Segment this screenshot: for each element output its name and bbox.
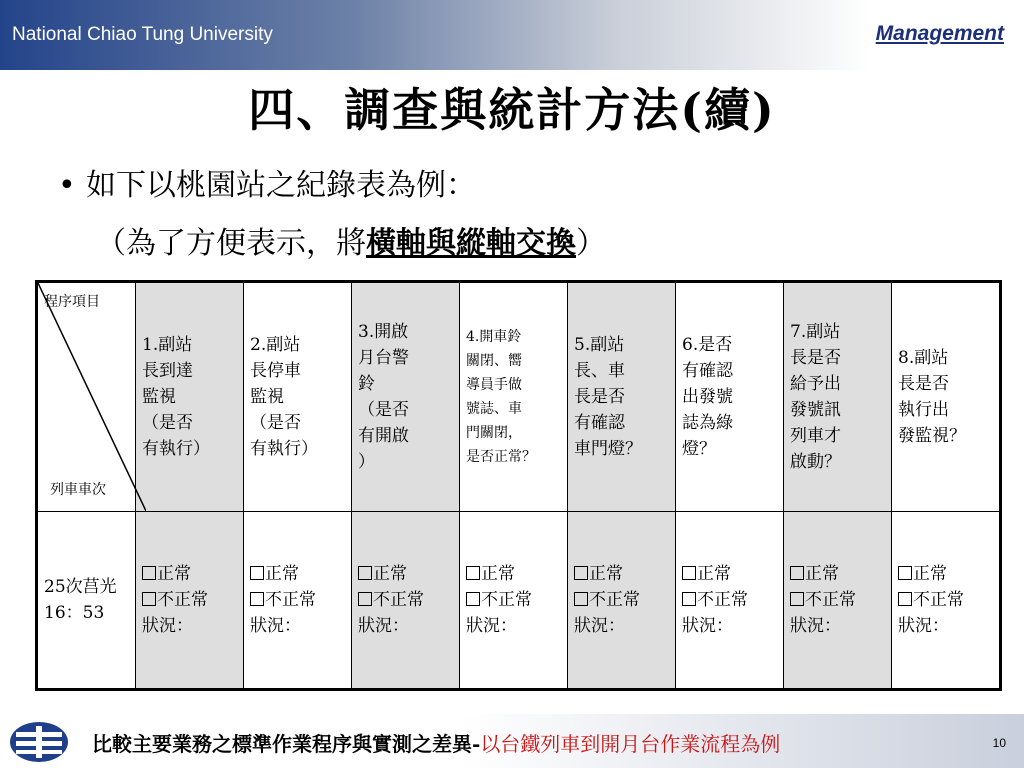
checkbox-normal[interactable] — [250, 566, 264, 580]
checkbox-abnormal[interactable] — [898, 592, 912, 606]
checkbox-abnormal[interactable] — [142, 592, 156, 606]
checkbox-normal[interactable] — [358, 566, 372, 580]
bullet-text: 如下以桃園站之紀錄表為例： — [86, 168, 476, 203]
corner-bottom-label: 列車車次 — [50, 482, 106, 498]
column-header-5: 5.副站 長、車 長是否 有確認 車門燈？ — [568, 282, 676, 512]
checkbox-abnormal[interactable] — [682, 592, 696, 606]
checkbox-abnormal[interactable] — [358, 592, 372, 606]
bullet-subline — [96, 218, 606, 262]
footer-red-text: 以台鐵列車到開月台作業流程為例 — [480, 732, 781, 756]
subline-prefix: （為了方便表示，將 — [96, 226, 366, 261]
status-label: 狀況： — [790, 616, 841, 636]
checkbox-abnormal[interactable] — [790, 592, 804, 606]
status-label: 狀況： — [142, 616, 193, 636]
checkbox-normal[interactable] — [790, 566, 804, 580]
checkbox-normal[interactable] — [142, 566, 156, 580]
checkbox-normal[interactable] — [898, 566, 912, 580]
checkbox-abnormal[interactable] — [466, 592, 480, 606]
slide-title: 四、調查與統計方法(續) — [248, 83, 776, 137]
footer-caption — [92, 728, 780, 757]
management-label: Management — [875, 22, 1004, 45]
railway-logo-icon — [8, 720, 70, 764]
bullet-item — [58, 160, 476, 204]
university-name: National Chiao Tung University — [12, 24, 273, 45]
train-time: 16：53 — [44, 603, 105, 623]
column-header-1: 1.副站 長到達 監視 （是否 有執行） — [136, 282, 244, 512]
check-cell-1: 正常 不正常 狀況： — [136, 512, 244, 690]
column-header-2: 2.副站 長停車 監視 （是否 有執行） — [244, 282, 352, 512]
column-header-6: 6.是否 有確認 出發號 誌為綠 燈？ — [676, 282, 784, 512]
checkbox-abnormal[interactable] — [574, 592, 588, 606]
checkbox-normal[interactable] — [574, 566, 588, 580]
checkbox-normal[interactable] — [466, 566, 480, 580]
column-header-7: 7.副站 長是否 給予出 發號訊 列車才 啟動？ — [784, 282, 892, 512]
status-label: 狀況： — [898, 616, 949, 636]
check-cell-3: 正常 不正常 狀況： — [352, 512, 460, 690]
table-row — [37, 512, 1001, 690]
status-label: 狀況： — [250, 616, 301, 636]
table-header-row — [37, 282, 1001, 512]
record-table — [35, 280, 1002, 691]
status-label: 狀況： — [682, 616, 733, 636]
status-label: 狀況： — [574, 616, 625, 636]
corner-cell — [37, 282, 136, 512]
header-bar — [0, 0, 1024, 70]
checkbox-normal[interactable] — [682, 566, 696, 580]
check-cell-6: 正常 不正常 狀況： — [676, 512, 784, 690]
corner-top-label: 程序項目 — [44, 294, 100, 310]
column-header-8: 8.副站 長是否 執行出 發監視？ — [892, 282, 1001, 512]
check-cell-5: 正常 不正常 狀況： — [568, 512, 676, 690]
subline-emphasis: 橫軸與縱軸交換 — [366, 226, 576, 261]
footer-main-text: 比較主要業務之標準作業程序與實測之差異- — [92, 732, 481, 756]
checkbox-abnormal[interactable] — [250, 592, 264, 606]
page-number: 10 — [992, 736, 1006, 750]
train-number: 25次莒光 — [44, 577, 117, 597]
check-cell-7: 正常 不正常 狀況： — [784, 512, 892, 690]
train-cell — [37, 512, 136, 690]
subline-suffix: ） — [576, 226, 606, 261]
check-cell-8: 正常 不正常 狀況： — [892, 512, 1001, 690]
check-cell-4: 正常 不正常 狀況： — [460, 512, 568, 690]
status-label: 狀況： — [466, 616, 517, 636]
bullet-dot: • — [58, 168, 76, 203]
column-header-4: 4.開車鈴 關閉、嚮 導員手做 號誌、車 門關閉， 是否正常？ — [460, 282, 568, 512]
status-label: 狀況： — [358, 616, 409, 636]
column-header-3: 3.開啟 月台警 鈴 （是否 有開啟 ） — [352, 282, 460, 512]
check-cell-2: 正常 不正常 狀況： — [244, 512, 352, 690]
